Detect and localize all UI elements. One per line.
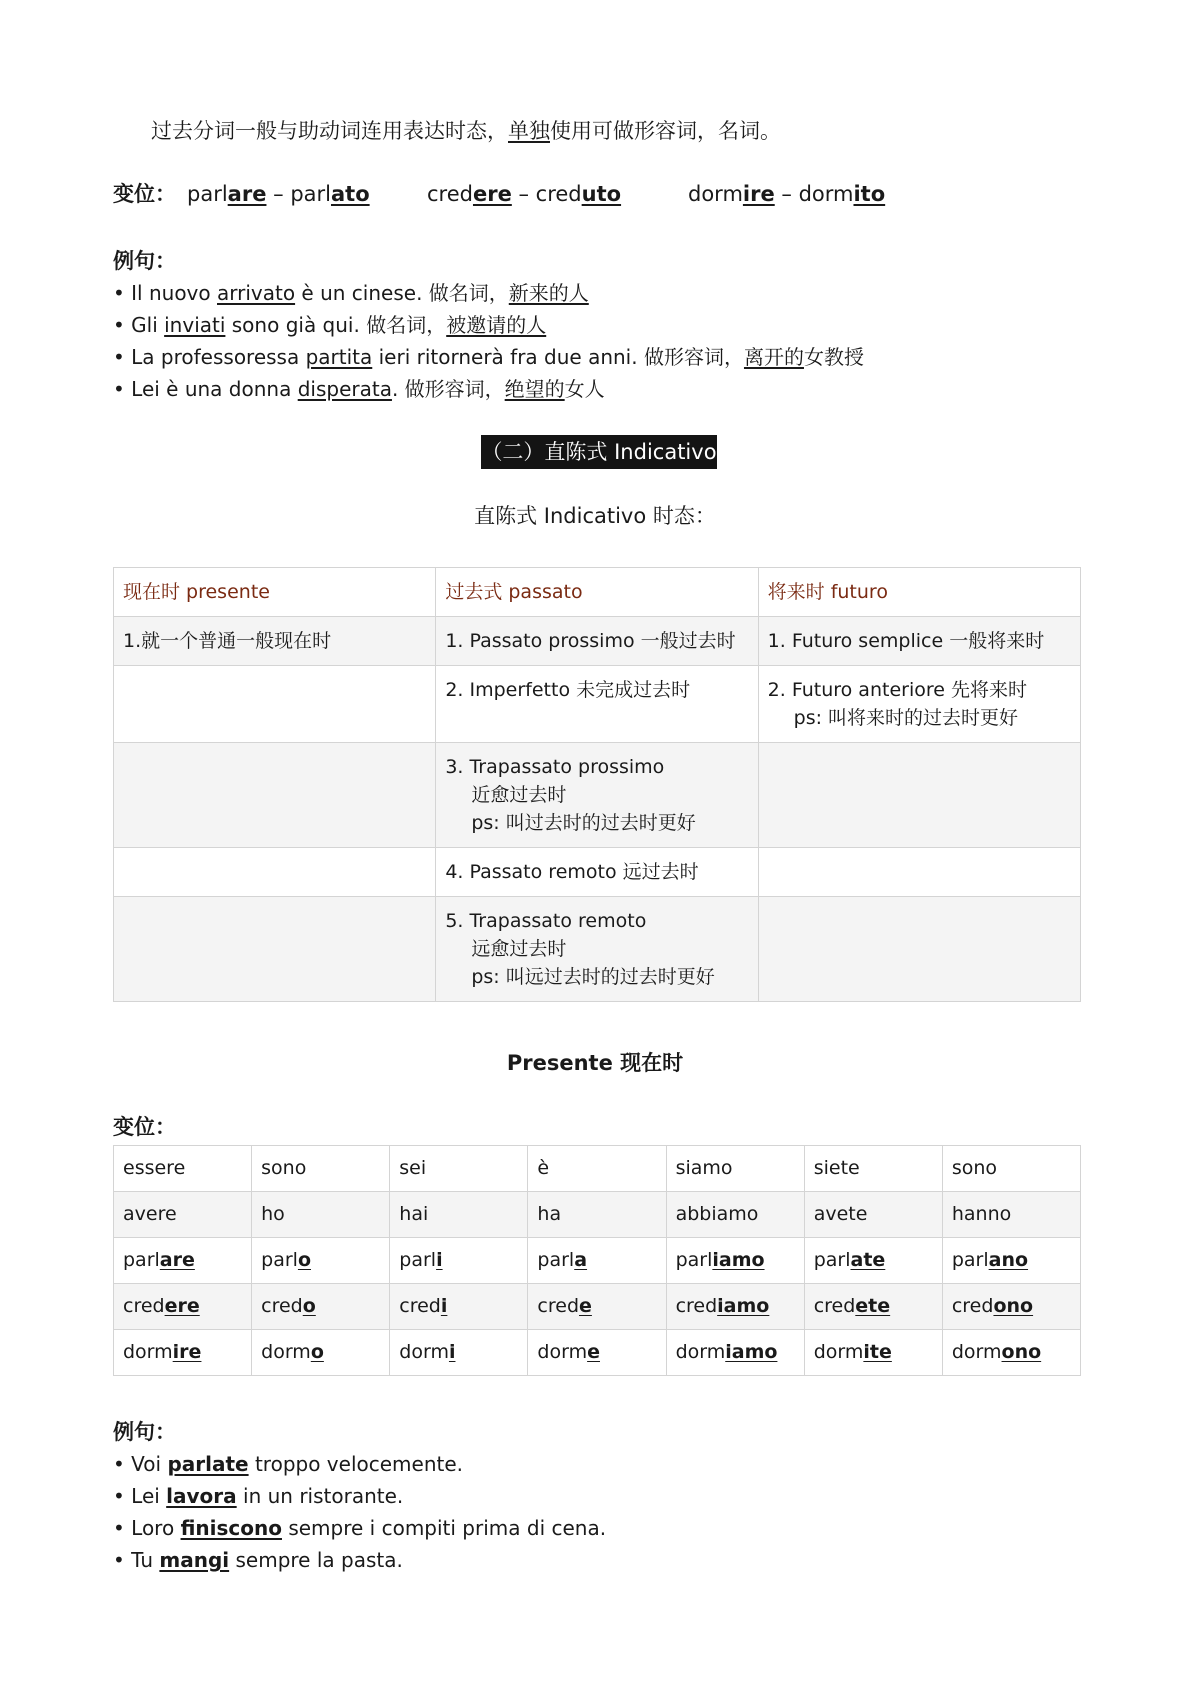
table-cell xyxy=(114,1146,252,1192)
table-cell xyxy=(666,1238,804,1284)
cell-subtext: 近愈过去时 xyxy=(471,784,567,806)
conjugation-pair xyxy=(688,180,885,208)
verb-stem: abbiamo xyxy=(675,1203,759,1225)
bullet: • xyxy=(113,281,132,305)
table-cell xyxy=(528,1238,666,1284)
verb-stem: parl xyxy=(813,1249,851,1271)
verb-stem: cred xyxy=(951,1295,994,1317)
verb-stem: cred xyxy=(399,1295,441,1317)
sentence-text: Lei xyxy=(131,1484,167,1508)
verb-ending: ate xyxy=(850,1249,886,1271)
verb-highlight: finiscono xyxy=(180,1516,282,1540)
table-row xyxy=(114,617,1081,666)
sentence-text: Lei è una donna xyxy=(131,377,298,401)
presente-title: Presente 现在时 xyxy=(506,1051,684,1075)
table-cell xyxy=(252,1238,390,1284)
verb-stem: dorm xyxy=(537,1341,588,1363)
translation-underlined: 被邀请的人 xyxy=(446,313,547,337)
participle-stem: dorm xyxy=(798,182,854,206)
table-cell xyxy=(666,1284,804,1330)
table-cell xyxy=(804,1238,942,1284)
cell-text: 2. Imperfetto 未完成过去时 xyxy=(445,679,691,701)
table-cell xyxy=(804,1330,942,1376)
verb-stem: avere xyxy=(123,1203,177,1225)
sentence-text: Voi xyxy=(131,1452,168,1476)
verb-ending: ono xyxy=(993,1295,1034,1317)
table-cell xyxy=(252,1146,390,1192)
verb-stem: sono xyxy=(261,1157,307,1179)
conjugation-pair xyxy=(427,180,621,208)
dash: – xyxy=(266,182,291,206)
verb-highlight: mangi xyxy=(159,1548,230,1572)
cell-text: 4. Passato remoto 远过去时 xyxy=(445,861,699,883)
table-row xyxy=(114,1146,1081,1192)
table-row xyxy=(114,1284,1081,1330)
verb-stem: dorm xyxy=(675,1341,726,1363)
verb-stem: parl xyxy=(537,1249,575,1271)
cell-note: ps: 叫将来时的过去时更好 xyxy=(793,707,1019,729)
table-cell xyxy=(528,1284,666,1330)
table-cell xyxy=(252,1330,390,1376)
verb-stem: parl xyxy=(399,1249,437,1271)
participle-word: disperata xyxy=(297,377,392,401)
verb-stem: ho xyxy=(261,1203,285,1225)
table-cell xyxy=(114,1330,252,1376)
verb-stem: dorm xyxy=(688,182,743,206)
table-row xyxy=(114,743,1081,848)
table-cell xyxy=(804,1284,942,1330)
participle-ending: uto xyxy=(581,182,622,206)
intro-text-end: 使用可做形容词，名词。 xyxy=(550,119,781,143)
verb-stem: sono xyxy=(951,1157,998,1179)
table-cell xyxy=(114,1284,252,1330)
table-cell xyxy=(528,1330,666,1376)
presente-conjugation-label: 变位： xyxy=(113,1115,176,1139)
verb-ending: i xyxy=(440,1295,448,1317)
bullet: • xyxy=(113,313,132,337)
sentence-text: . 做形容词， xyxy=(391,377,505,401)
translation-underlined: 绝望的 xyxy=(504,377,565,401)
participle-stem: cred xyxy=(535,182,582,206)
examples-label: 例句： xyxy=(113,1420,176,1444)
participle-word: inviati xyxy=(164,313,226,337)
verb-stem: dorm xyxy=(813,1341,864,1363)
table-cell xyxy=(942,1284,1080,1330)
verb-stem: dorm xyxy=(123,1341,173,1363)
verb-ending: ano xyxy=(988,1249,1029,1271)
verb-ending: ere xyxy=(164,1295,200,1317)
sentence-text: Gli xyxy=(131,313,165,337)
table-cell xyxy=(390,1192,528,1238)
verb-ending: ite xyxy=(863,1341,892,1363)
tense-caption: 直陈式 Indicativo 时态： xyxy=(474,504,716,528)
bullet: • xyxy=(113,1548,132,1572)
example-sentence xyxy=(113,375,605,403)
bullet: • xyxy=(113,377,132,401)
bullet: • xyxy=(113,1516,132,1540)
table-cell xyxy=(436,897,758,1002)
example-sentence xyxy=(113,279,589,307)
table-cell xyxy=(804,1192,942,1238)
participle-stem: parl xyxy=(290,182,331,206)
sentence-text: in un ristorante. xyxy=(236,1484,404,1508)
verb-stem: parl xyxy=(675,1249,713,1271)
sentence-text: Loro xyxy=(131,1516,181,1540)
table-cell xyxy=(390,1146,528,1192)
table-row xyxy=(114,897,1081,1002)
table-cell xyxy=(758,897,1080,1002)
cell-note: ps: 叫远过去时的过去时更好 xyxy=(471,966,715,988)
verb-stem: siamo xyxy=(675,1157,733,1179)
verb-ending: are xyxy=(227,182,267,206)
header-presente: 现在时 presente xyxy=(114,568,436,617)
participle-word: partita xyxy=(305,345,373,369)
table-cell xyxy=(436,848,758,897)
table-row xyxy=(114,666,1081,743)
intro-underlined: 单独 xyxy=(508,119,550,143)
example-sentence xyxy=(113,1482,403,1510)
verb-stem: essere xyxy=(123,1157,186,1179)
table-cell xyxy=(528,1146,666,1192)
cell-subtext: 远愈过去时 xyxy=(471,938,567,960)
participle-ending: ato xyxy=(330,182,370,206)
verb-ending: iamo xyxy=(717,1295,770,1317)
verb-ending: iamo xyxy=(725,1341,778,1363)
header-futuro: 将来时 futuro xyxy=(758,568,1080,617)
cell-note: ps: 叫过去时的过去时更好 xyxy=(471,812,696,834)
verb-ending: ire xyxy=(742,182,775,206)
conjugation-table-body xyxy=(114,1146,1081,1376)
verb-stem: hanno xyxy=(951,1203,1012,1225)
table-cell xyxy=(436,666,758,743)
table-cell xyxy=(114,1192,252,1238)
verb-stem: ha xyxy=(537,1203,562,1225)
verb-ending: are xyxy=(159,1249,195,1271)
verb-ending: o xyxy=(297,1249,311,1271)
table-cell xyxy=(252,1284,390,1330)
participle-ending: ito xyxy=(853,182,886,206)
table-cell xyxy=(942,1330,1080,1376)
sentence-text: sempre i compiti prima di cena. xyxy=(281,1516,607,1540)
table-cell xyxy=(758,848,1080,897)
sentence-text: Il nuovo xyxy=(131,281,217,305)
verb-stem: parl xyxy=(261,1249,298,1271)
sentence-text: La professoressa xyxy=(131,345,306,369)
verb-stem: cred xyxy=(813,1295,856,1317)
verb-stem: cred xyxy=(537,1295,580,1317)
cell-text: 1. Futuro semplice 一般将来时 xyxy=(767,630,1045,652)
table-cell xyxy=(114,1238,252,1284)
example-sentence xyxy=(113,1514,606,1542)
verb-stem: sei xyxy=(399,1157,427,1179)
table-cell xyxy=(390,1330,528,1376)
cell-text: 2. Futuro anteriore 先将来时 xyxy=(767,679,1027,701)
verb-ending: ire xyxy=(172,1341,202,1363)
conjugation-pair xyxy=(187,180,370,208)
verb-stem: parl xyxy=(187,182,228,206)
cell-text: 3. Trapassato prossimo xyxy=(445,756,665,778)
cell-text: 5. Trapassato remoto xyxy=(445,910,647,932)
intro-text: 过去分词一般与助动词连用表达时态， xyxy=(151,119,508,143)
table-header-row xyxy=(114,568,1081,617)
table-cell xyxy=(666,1192,804,1238)
sentence-text: è un cinese. 做名词， xyxy=(295,281,509,305)
verb-ending: ere xyxy=(472,182,512,206)
verb-stem: parl xyxy=(123,1249,160,1271)
example-sentence xyxy=(113,311,546,339)
conjugation-label: 变位： xyxy=(113,182,176,206)
verb-stem: dorm xyxy=(261,1341,311,1363)
bullet: • xyxy=(113,1484,132,1508)
table-row xyxy=(114,1330,1081,1376)
table-cell xyxy=(942,1238,1080,1284)
table-cell xyxy=(436,617,758,666)
table-row xyxy=(114,1238,1081,1284)
verb-highlight: parlate xyxy=(167,1452,249,1476)
verb-ending: o xyxy=(310,1341,324,1363)
presente-conjugation-table xyxy=(113,1145,1081,1376)
verb-stem: cred xyxy=(675,1295,718,1317)
table-cell xyxy=(114,897,436,1002)
sentence-text: sono già qui. 做名词， xyxy=(225,313,447,337)
table-cell xyxy=(114,848,436,897)
verb-highlight: lavora xyxy=(166,1484,237,1508)
table-cell xyxy=(666,1146,804,1192)
table-cell xyxy=(528,1192,666,1238)
bullet: • xyxy=(113,1452,132,1476)
example-sentence xyxy=(113,343,864,371)
table-cell xyxy=(390,1238,528,1284)
example-sentence xyxy=(113,1546,403,1574)
table-cell: 1.就一个普通一般现在时 xyxy=(114,617,436,666)
sentence-text: sempre la pasta. xyxy=(229,1548,403,1572)
cell-text: 1. Passato prossimo 一般过去时 xyxy=(445,630,736,652)
verb-ending: o xyxy=(302,1295,316,1317)
table-cell xyxy=(252,1192,390,1238)
verb-ending: i xyxy=(436,1249,443,1271)
example-sentence xyxy=(113,1450,463,1478)
sentence-text: troppo velocemente. xyxy=(248,1452,463,1476)
sentence-text: 女人 xyxy=(564,377,605,401)
table-cell xyxy=(804,1146,942,1192)
translation-underlined: 新来的人 xyxy=(508,281,589,305)
verb-stem: avete xyxy=(813,1203,868,1225)
tense-table xyxy=(113,567,1081,1002)
verb-ending: a xyxy=(574,1249,588,1271)
table-cell xyxy=(758,617,1080,666)
section-heading: （二）直陈式 Indicativo xyxy=(481,435,717,469)
translation-underlined: 离开的 xyxy=(743,345,804,369)
table-cell xyxy=(114,743,436,848)
verb-stem: parl xyxy=(951,1249,989,1271)
dash: – xyxy=(774,182,799,206)
verb-stem: è xyxy=(537,1157,550,1179)
verb-stem: cred xyxy=(123,1295,165,1317)
bullet: • xyxy=(113,345,132,369)
table-cell xyxy=(436,743,758,848)
verb-ending: e xyxy=(587,1341,600,1363)
table-cell xyxy=(758,743,1080,848)
table-row xyxy=(114,1192,1081,1238)
verb-stem: cred xyxy=(427,182,473,206)
table-cell xyxy=(666,1330,804,1376)
verb-ending: i xyxy=(448,1341,456,1363)
intro-paragraph xyxy=(151,117,781,145)
verb-stem: dorm xyxy=(399,1341,449,1363)
verb-ending: e xyxy=(579,1295,592,1317)
table-cell xyxy=(114,666,436,743)
sentence-text: ieri ritornerà fra due anni. 做形容词， xyxy=(372,345,744,369)
verb-ending: iamo xyxy=(712,1249,765,1271)
sentence-text: 女教授 xyxy=(803,345,864,369)
verb-stem: cred xyxy=(261,1295,303,1317)
sentence-text: Tu xyxy=(131,1548,160,1572)
verb-stem: siete xyxy=(813,1157,860,1179)
participle-word: arrivato xyxy=(217,281,296,305)
dash: – xyxy=(511,182,536,206)
examples-label: 例句： xyxy=(113,249,176,273)
table-cell xyxy=(758,666,1080,743)
table-row xyxy=(114,848,1081,897)
table-cell xyxy=(942,1146,1080,1192)
verb-stem: hai xyxy=(399,1203,429,1225)
table-cell xyxy=(942,1192,1080,1238)
header-passato: 过去式 passato xyxy=(436,568,758,617)
verb-ending: ete xyxy=(855,1295,891,1317)
verb-stem: dorm xyxy=(951,1341,1002,1363)
table-cell xyxy=(390,1284,528,1330)
verb-ending: ono xyxy=(1001,1341,1042,1363)
